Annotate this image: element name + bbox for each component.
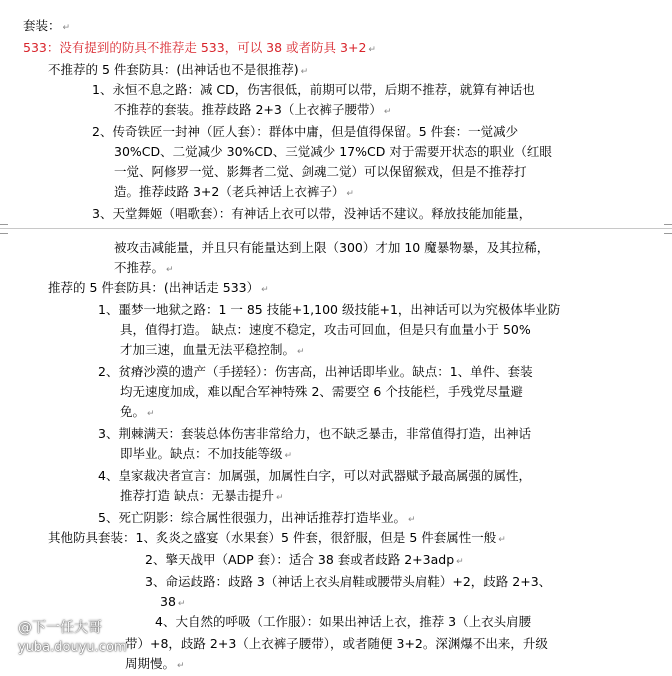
text-line-content: 1、永恒不息之路：减 CD，伤害很低，前期可以带，后期不推荐，就算有神话也 [92, 82, 535, 97]
text-line-content: 1、噩梦一地狱之路：1 一 85 技能+1,100 级技能+1，出神话可以为究极体毕业防 [98, 302, 561, 317]
paragraph-mark-icon: ↵ [300, 67, 309, 77]
text-line-content: 2、传奇铁匠一封神（匠人套）：群体中庸，但是值得保留。5 件套：一觉减少 [92, 124, 519, 139]
text-line [125, 654, 185, 676]
paragraph-mark-icon: ↵ [62, 23, 71, 33]
text-line-content: 一觉、阿修罗一觉、影舞者二觉、剑魂二觉）可以保留猴戏，但是不推荐打 [114, 164, 527, 179]
text-line [98, 466, 531, 486]
page-break-line [0, 228, 672, 229]
watermark-site: yuba.douyu.com [18, 640, 127, 655]
paragraph-mark-icon: ↵ [346, 189, 354, 199]
text-line-content: 不推荐的 5 件套防具：(出神话也不是很推荐) [48, 62, 299, 77]
text-line [120, 486, 284, 508]
text-line-content: 周期慢。 [125, 656, 176, 671]
text-line-content: 免。 [120, 404, 146, 419]
paragraph-mark-icon: ↵ [383, 107, 392, 117]
text-line-content: 不推荐。 [114, 260, 165, 275]
text-line-content: 38 [160, 594, 176, 609]
text-line-content: 5、死亡阴影：综合属性很强力，出神话推荐打造毕业。 [98, 510, 406, 525]
text-line-content: 才加三速，血量无法平稳控制。 [120, 342, 296, 357]
text-line [114, 162, 527, 182]
text-line [114, 238, 549, 258]
text-line-content: 推荐的 5 件套防具：(出神话走 533） [48, 280, 260, 295]
paragraph-mark-icon: ↵ [368, 45, 376, 55]
page-break-marker-right [664, 224, 672, 234]
text-line [92, 122, 518, 142]
text-line-content: 2、擎天战甲（ADP 套）：适合 38 套或者歧路 2+3adp [145, 552, 455, 567]
text-line-content: 即毕业。缺点：不加技能等级 [120, 446, 283, 461]
text-line-content: 造。推荐歧路 3+2（老兵神话上衣裤子） [114, 184, 345, 199]
text-line [145, 550, 464, 572]
text-line [98, 300, 560, 320]
watermark-author: @下一任大哥 [18, 620, 102, 636]
text-line [120, 402, 155, 424]
text-line-content: 3、命运歧路：歧路 3（神话上衣头肩鞋或腰带头肩鞋）+2，歧路 2+3、 [145, 574, 552, 589]
text-line [23, 38, 376, 60]
text-line-content: 带）+8，歧路 2+3（上衣裤子腰带），或者随便 3+2。深渊爆不出来，升级 [125, 636, 548, 651]
text-line-content: 533：没有提到的防具不推荐走 533，可以 38 或者防具 3+2 [23, 40, 367, 55]
text-line [114, 182, 354, 204]
paragraph-mark-icon: ↵ [177, 661, 185, 671]
text-line [114, 142, 552, 162]
text-line [92, 204, 531, 224]
text-line [145, 572, 551, 592]
text-line [48, 278, 269, 300]
text-line-content: 其他防具套装：1、炙炎之盛宴（水果套）5 件套，很舒服，但是 5 件套属性一般 [48, 530, 497, 545]
text-line [98, 508, 416, 530]
text-line [155, 612, 531, 632]
text-line [114, 100, 391, 122]
text-line-content: 具，值得打造。 缺点：速度不稳定，攻击可回血，但是只有血量小于 50% [120, 322, 531, 337]
text-line-content: 推荐打造 缺点：无暴击提升 [120, 488, 274, 503]
text-line [160, 592, 185, 614]
text-line [120, 382, 523, 402]
paragraph-mark-icon: ↵ [498, 535, 506, 545]
text-line-content: 3、天堂舞姬（唱歌套）：有神话上衣可以带，没神话不建议。释放技能加能量， [92, 206, 532, 221]
paragraph-mark-icon: ↵ [275, 493, 284, 503]
text-line-content: 2、贫瘠沙漠的遗产（手搓轻）：伤害高，出神话即毕业。缺点：1、单件、套装 [98, 364, 533, 379]
text-line [120, 340, 305, 362]
paragraph-mark-icon: ↵ [297, 347, 305, 357]
page-break-marker-left [0, 224, 8, 234]
text-line [98, 424, 531, 444]
paragraph-mark-icon: ↵ [261, 285, 269, 295]
text-line [120, 444, 292, 466]
text-line-content: 3、荆棘满天：套装总体伤害非常给力，也不缺乏暴击，非常值得打造，出神话 [98, 426, 531, 441]
text-line-content: 4、大自然的呼吸（工作服）：如果出神话上衣，推荐 3（上衣头肩腰 [155, 614, 532, 629]
text-line-content: 4、皇家裁决者宣言：加属强，加属性白字，可以对武器赋予最高属强的属性， [98, 468, 531, 483]
text-line [92, 80, 535, 100]
text-line-content: 均无速度加成，难以配合军神特殊 2、需要空 6 个技能栏，手残党尽量避 [120, 384, 523, 399]
text-line [125, 634, 548, 654]
text-line [48, 60, 308, 82]
text-line [23, 16, 70, 38]
paragraph-mark-icon: ↵ [177, 599, 186, 609]
text-line [48, 528, 506, 550]
paragraph-mark-icon: ↵ [166, 265, 174, 275]
text-line-content: 被攻击减能量，并且只有能量达到上限（300）才加 10 魔暴物暴，及其拉稀， [114, 240, 550, 255]
paragraph-mark-icon: ↵ [284, 451, 293, 461]
text-line-content: 30%CD、二觉减少 30%CD、三觉减少 17%CD 对于需要开状态的职业（红眼 [114, 144, 552, 159]
paragraph-mark-icon: ↵ [456, 557, 464, 567]
paragraph-mark-icon: ↵ [407, 515, 416, 525]
text-line-content: 不推荐的套装。推荐歧路 2+3（上衣裤子腰带） [114, 102, 382, 117]
text-line [114, 258, 174, 280]
text-line [98, 362, 533, 382]
paragraph-mark-icon: ↵ [147, 409, 155, 419]
text-line-content: 套装： [23, 18, 61, 33]
text-line [120, 320, 531, 340]
